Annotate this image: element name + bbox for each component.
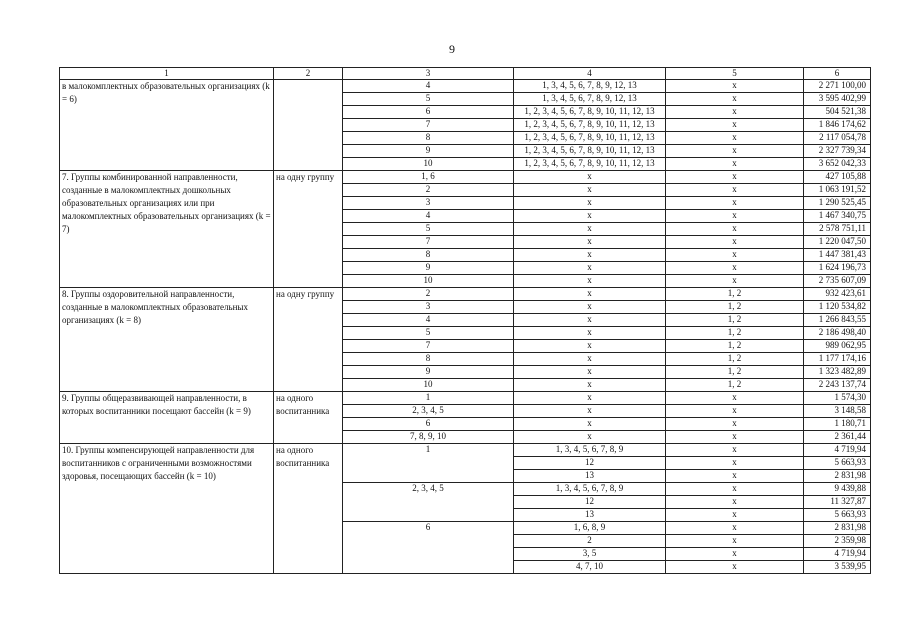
col5-cell: х bbox=[666, 392, 804, 405]
col4-cell: 1, 2, 3, 4, 5, 6, 7, 8, 9, 10, 11, 12, 13 bbox=[514, 106, 666, 119]
col5-cell: х bbox=[666, 132, 804, 145]
amount-cell: 989 062,95 bbox=[804, 340, 871, 353]
col4-cell: х bbox=[514, 223, 666, 236]
column-header: 4 bbox=[514, 68, 666, 80]
section-name: 9. Группы общеразвивающей направленности, в которых воспитанники посещают бассейн (k = 9) bbox=[60, 392, 274, 444]
col5-cell: х bbox=[666, 561, 804, 574]
col5-cell: х bbox=[666, 171, 804, 184]
column-header: 6 bbox=[804, 68, 871, 80]
amount-cell: 1 624 196,73 bbox=[804, 262, 871, 275]
col4-cell: х bbox=[514, 327, 666, 340]
amount-cell: 11 327,87 bbox=[804, 496, 871, 509]
col5-cell: х bbox=[666, 431, 804, 444]
column-header: 2 bbox=[274, 68, 343, 80]
amount-cell: 2 831,98 bbox=[804, 522, 871, 535]
amount-cell: 2 271 100,00 bbox=[804, 80, 871, 93]
col5-cell: х bbox=[666, 236, 804, 249]
column-header: 5 bbox=[666, 68, 804, 80]
col3-cell: 4 bbox=[343, 314, 514, 327]
col4-cell: х bbox=[514, 379, 666, 392]
col3-cell: 5 bbox=[343, 93, 514, 106]
amount-cell: 2 117 054,78 bbox=[804, 132, 871, 145]
col4-cell: 1, 2, 3, 4, 5, 6, 7, 8, 9, 10, 11, 12, 13 bbox=[514, 145, 666, 158]
col5-cell: 1, 2 bbox=[666, 379, 804, 392]
amount-cell: 2 578 751,11 bbox=[804, 223, 871, 236]
col3-cell: 10 bbox=[343, 158, 514, 171]
col3-cell: 10 bbox=[343, 379, 514, 392]
table-row bbox=[60, 392, 871, 405]
amount-cell: 504 521,38 bbox=[804, 106, 871, 119]
col5-cell: х bbox=[666, 444, 804, 457]
col4-cell: 1, 3, 4, 5, 6, 7, 8, 9 bbox=[514, 444, 666, 457]
col5-cell: х bbox=[666, 457, 804, 470]
table-row bbox=[60, 80, 871, 93]
col5-cell: х bbox=[666, 223, 804, 236]
unit-cell: на одного воспитанника bbox=[274, 392, 343, 444]
table-row bbox=[60, 444, 871, 457]
col4-cell: х bbox=[514, 431, 666, 444]
section-name: 7. Группы комбинированной направленности, созданные в малокомплектных дошкольных образовательных организациях или при малокомплектных образовательных организациях (k = 7) bbox=[60, 171, 274, 288]
col3-cell: 7 bbox=[343, 119, 514, 132]
col5-cell: 1, 2 bbox=[666, 301, 804, 314]
col4-cell: х bbox=[514, 275, 666, 288]
col3-cell: 9 bbox=[343, 366, 514, 379]
col5-cell: х bbox=[666, 548, 804, 561]
col4-cell: 1, 3, 4, 5, 6, 7, 8, 9, 12, 13 bbox=[514, 80, 666, 93]
amount-cell: 1 063 191,52 bbox=[804, 184, 871, 197]
col5-cell: х bbox=[666, 262, 804, 275]
col5-cell: х bbox=[666, 80, 804, 93]
col5-cell: х bbox=[666, 119, 804, 132]
col4-cell: х bbox=[514, 288, 666, 301]
col4-cell: х bbox=[514, 197, 666, 210]
unit-cell: на одну группу bbox=[274, 171, 343, 288]
col4-cell: х bbox=[514, 236, 666, 249]
col3-cell: 5 bbox=[343, 327, 514, 340]
col3-cell: 2, 3, 4, 5 bbox=[343, 405, 514, 418]
amount-cell: 2 831,98 bbox=[804, 470, 871, 483]
col3-cell: 8 bbox=[343, 132, 514, 145]
col4-cell: х bbox=[514, 301, 666, 314]
col3-cell: 4 bbox=[343, 80, 514, 93]
col4-cell: х bbox=[514, 249, 666, 262]
amount-cell: 2 361,44 bbox=[804, 431, 871, 444]
col5-cell: х bbox=[666, 535, 804, 548]
table-row bbox=[60, 288, 871, 301]
col3-cell: 8 bbox=[343, 353, 514, 366]
header-row bbox=[60, 68, 871, 80]
col3-cell: 1 bbox=[343, 444, 514, 483]
col4-cell: 3, 5 bbox=[514, 548, 666, 561]
col5-cell: х bbox=[666, 197, 804, 210]
amount-cell: 1 220 047,50 bbox=[804, 236, 871, 249]
col4-cell: 13 bbox=[514, 509, 666, 522]
section-name: 8. Группы оздоровительной направленности, созданные в малокомплектных образовательных организациях (k = 8) bbox=[60, 288, 274, 392]
amount-cell: 1 574,30 bbox=[804, 392, 871, 405]
col3-cell: 6 bbox=[343, 522, 514, 574]
col4-cell: 1, 2, 3, 4, 5, 6, 7, 8, 9, 10, 11, 12, 13 bbox=[514, 119, 666, 132]
col4-cell: х bbox=[514, 314, 666, 327]
col3-cell: 6 bbox=[343, 106, 514, 119]
col4-cell: 1, 6, 8, 9 bbox=[514, 522, 666, 535]
col5-cell: х bbox=[666, 158, 804, 171]
col5-cell: х bbox=[666, 106, 804, 119]
col3-cell: 5 bbox=[343, 223, 514, 236]
section-name: 10. Группы компенсирующей направленности для воспитанников с ограниченными возможностями здоровья, посещающих бассейн (k = 10) bbox=[60, 444, 274, 574]
col5-cell: 1, 2 bbox=[666, 327, 804, 340]
col3-cell: 3 bbox=[343, 301, 514, 314]
col3-cell: 8 bbox=[343, 249, 514, 262]
col4-cell: 1, 3, 4, 5, 6, 7, 8, 9, 12, 13 bbox=[514, 93, 666, 106]
col4-cell: х bbox=[514, 353, 666, 366]
col3-cell: 4 bbox=[343, 210, 514, 223]
col5-cell: 1, 2 bbox=[666, 353, 804, 366]
amount-cell: 3 539,95 bbox=[804, 561, 871, 574]
col5-cell: х bbox=[666, 470, 804, 483]
amount-cell: 1 177 174,16 bbox=[804, 353, 871, 366]
page-number: 9 bbox=[449, 42, 455, 56]
col4-cell: х bbox=[514, 210, 666, 223]
amount-cell: 932 423,61 bbox=[804, 288, 871, 301]
col5-cell: х bbox=[666, 184, 804, 197]
col3-cell: 7, 8, 9, 10 bbox=[343, 431, 514, 444]
amount-cell: 1 467 340,75 bbox=[804, 210, 871, 223]
col5-cell: х bbox=[666, 522, 804, 535]
col4-cell: х bbox=[514, 184, 666, 197]
amount-cell: 2 327 739,34 bbox=[804, 145, 871, 158]
col3-cell: 2 bbox=[343, 288, 514, 301]
amount-cell: 5 663,93 bbox=[804, 457, 871, 470]
amount-cell: 4 719,94 bbox=[804, 444, 871, 457]
col5-cell: х bbox=[666, 145, 804, 158]
col4-cell: х bbox=[514, 405, 666, 418]
amount-cell: 427 105,88 bbox=[804, 171, 871, 184]
col4-cell: 12 bbox=[514, 496, 666, 509]
col4-cell: 13 bbox=[514, 470, 666, 483]
col4-cell: 2 bbox=[514, 535, 666, 548]
col4-cell: х bbox=[514, 171, 666, 184]
col5-cell: х bbox=[666, 249, 804, 262]
col5-cell: 1, 2 bbox=[666, 288, 804, 301]
column-header: 1 bbox=[60, 68, 274, 80]
col4-cell: х bbox=[514, 392, 666, 405]
col5-cell: х bbox=[666, 93, 804, 106]
unit-cell: на одну группу bbox=[274, 288, 343, 392]
amount-cell: 4 719,94 bbox=[804, 548, 871, 561]
unit-cell bbox=[274, 80, 343, 171]
section-name: в малокомплектных образовательных организациях (k = 6) bbox=[60, 80, 274, 171]
amount-cell: 5 663,93 bbox=[804, 509, 871, 522]
col3-cell: 9 bbox=[343, 145, 514, 158]
col5-cell: х bbox=[666, 509, 804, 522]
col4-cell: 1, 3, 4, 5, 6, 7, 8, 9 bbox=[514, 483, 666, 496]
col3-cell: 3 bbox=[343, 197, 514, 210]
col3-cell: 6 bbox=[343, 418, 514, 431]
col4-cell: х bbox=[514, 340, 666, 353]
amount-cell: 9 439,88 bbox=[804, 483, 871, 496]
col5-cell: х bbox=[666, 275, 804, 288]
column-header: 3 bbox=[343, 68, 514, 80]
amount-cell: 3 148,58 bbox=[804, 405, 871, 418]
col3-cell: 2, 3, 4, 5 bbox=[343, 483, 514, 522]
col4-cell: 1, 2, 3, 4, 5, 6, 7, 8, 9, 10, 11, 12, 13 bbox=[514, 158, 666, 171]
col5-cell: 1, 2 bbox=[666, 340, 804, 353]
amount-cell: 1 846 174,62 bbox=[804, 119, 871, 132]
col5-cell: х bbox=[666, 496, 804, 509]
col3-cell: 1, 6 bbox=[343, 171, 514, 184]
amount-cell: 3 595 402,99 bbox=[804, 93, 871, 106]
col5-cell: 1, 2 bbox=[666, 314, 804, 327]
col3-cell: 10 bbox=[343, 275, 514, 288]
col5-cell: х bbox=[666, 405, 804, 418]
col4-cell: 4, 7, 10 bbox=[514, 561, 666, 574]
amount-cell: 2 186 498,40 bbox=[804, 327, 871, 340]
amount-cell: 1 323 482,89 bbox=[804, 366, 871, 379]
col4-cell: 12 bbox=[514, 457, 666, 470]
table-row bbox=[60, 171, 871, 184]
amount-cell: 1 266 843,55 bbox=[804, 314, 871, 327]
col5-cell: х bbox=[666, 483, 804, 496]
col3-cell: 9 bbox=[343, 262, 514, 275]
tariff-table bbox=[59, 67, 871, 574]
col3-cell: 2 bbox=[343, 184, 514, 197]
amount-cell: 1 447 381,43 bbox=[804, 249, 871, 262]
col4-cell: х bbox=[514, 366, 666, 379]
col3-cell: 7 bbox=[343, 340, 514, 353]
col5-cell: х bbox=[666, 418, 804, 431]
col3-cell: 7 bbox=[343, 236, 514, 249]
col5-cell: х bbox=[666, 210, 804, 223]
amount-cell: 1 290 525,45 bbox=[804, 197, 871, 210]
amount-cell: 2 735 607,09 bbox=[804, 275, 871, 288]
amount-cell: 1 180,71 bbox=[804, 418, 871, 431]
amount-cell: 2 243 137,74 bbox=[804, 379, 871, 392]
col4-cell: х bbox=[514, 262, 666, 275]
amount-cell: 1 120 534,82 bbox=[804, 301, 871, 314]
amount-cell: 3 652 042,33 bbox=[804, 158, 871, 171]
col5-cell: 1, 2 bbox=[666, 366, 804, 379]
col4-cell: 1, 2, 3, 4, 5, 6, 7, 8, 9, 10, 11, 12, 13 bbox=[514, 132, 666, 145]
col4-cell: х bbox=[514, 418, 666, 431]
amount-cell: 2 359,98 bbox=[804, 535, 871, 548]
col3-cell: 1 bbox=[343, 392, 514, 405]
unit-cell: на одного воспитанника bbox=[274, 444, 343, 574]
